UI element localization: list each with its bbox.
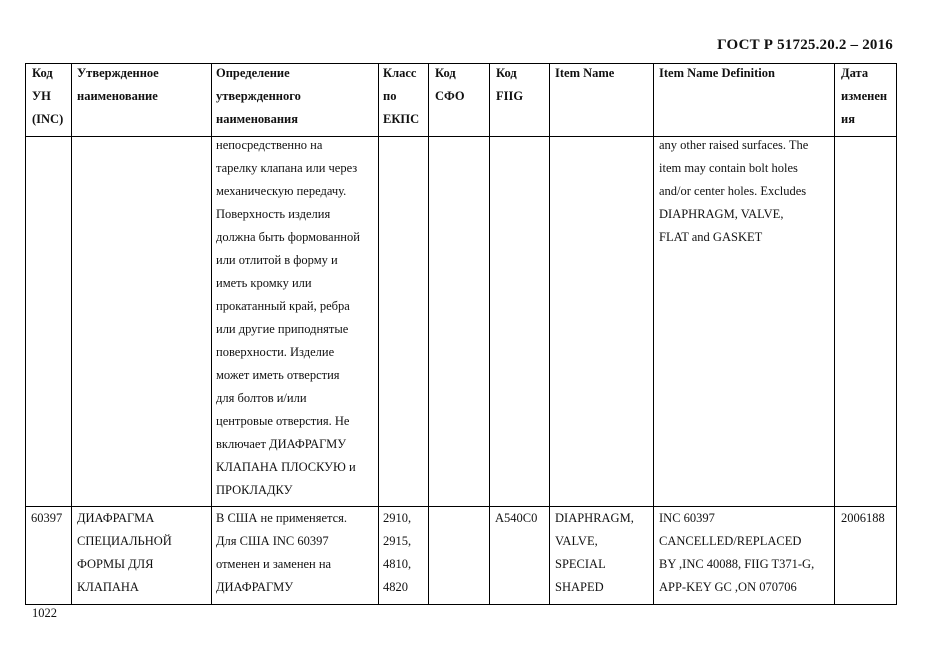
header-item-name-definition: Item Name Definition xyxy=(659,66,775,80)
col-divider xyxy=(428,64,429,604)
row-1-item-name: DIAPHRAGM, VALVE, SPECIAL SHAPED xyxy=(555,511,634,594)
header-ekps-class: Класс по ЕКПС xyxy=(383,66,420,126)
header-sfo-code: Код СФО xyxy=(435,66,465,103)
row-1-approved-name: ДИАФРАГМА СПЕЦИАЛЬНОЙ ФОРМЫ ДЛЯ КЛАПАНА xyxy=(77,511,172,594)
col-divider xyxy=(834,64,835,604)
header-inc: Код УН (INC) xyxy=(32,66,64,126)
col-divider xyxy=(71,64,72,604)
col-divider xyxy=(549,64,550,604)
row-1-change-date: 2006188 xyxy=(841,511,885,525)
col-divider xyxy=(211,64,212,604)
header-item-name: Item Name xyxy=(555,66,615,80)
col-divider xyxy=(489,64,490,604)
header-fiig-code: Код FIIG xyxy=(496,66,524,103)
row-1-fiig-code: A540C0 xyxy=(495,511,538,525)
row-1-definition-ru: В США не применяется. Для США INC 60397 отменен и заменен на ДИАФРАГМУ xyxy=(216,511,348,594)
col-divider xyxy=(378,64,379,604)
row-1-ekps-class: 2910, 2915, 4810, 4820 xyxy=(383,511,412,594)
row-0-item-name-definition: any other raised surfaces. The item may contain bolt holes and/or center holes. Excludes DIAPHRAGM, VALVE, FLAT and GASKET xyxy=(659,138,809,244)
row-1-inc: 60397 xyxy=(31,511,63,525)
col-divider xyxy=(653,64,654,604)
header-change-date: Дата изменен ия xyxy=(841,66,888,126)
document-standard-code: ГОСТ Р 51725.20.2 – 2016 xyxy=(717,37,893,53)
page-number: 1022 xyxy=(32,606,57,620)
header-approved-name: Утвержденное наименование xyxy=(77,66,159,103)
row-1-item-name-definition: INC 60397 CANCELLED/REPLACED BY ,INC 40088, FIIG T371-G, APP-KEY GC ,ON 070706 xyxy=(659,511,815,594)
row-0-definition-ru: непосредственно на тарелку клапана или через механическую передачу. Поверхность изделия должна быть формованной или отлитой в форму и иметь кромку или прокатанный край, ребра или другие приподнятые поверхности. Изделие может иметь отверстия для болтов и/или центровые отверстия. Не включает ДИАФРАГМУ КЛАПАНА ПЛОСКУЮ и ПРОКЛАДКУ xyxy=(216,138,360,497)
data-table xyxy=(25,63,897,605)
header-definition-ru: Определение утвержденного наименования xyxy=(216,66,301,126)
